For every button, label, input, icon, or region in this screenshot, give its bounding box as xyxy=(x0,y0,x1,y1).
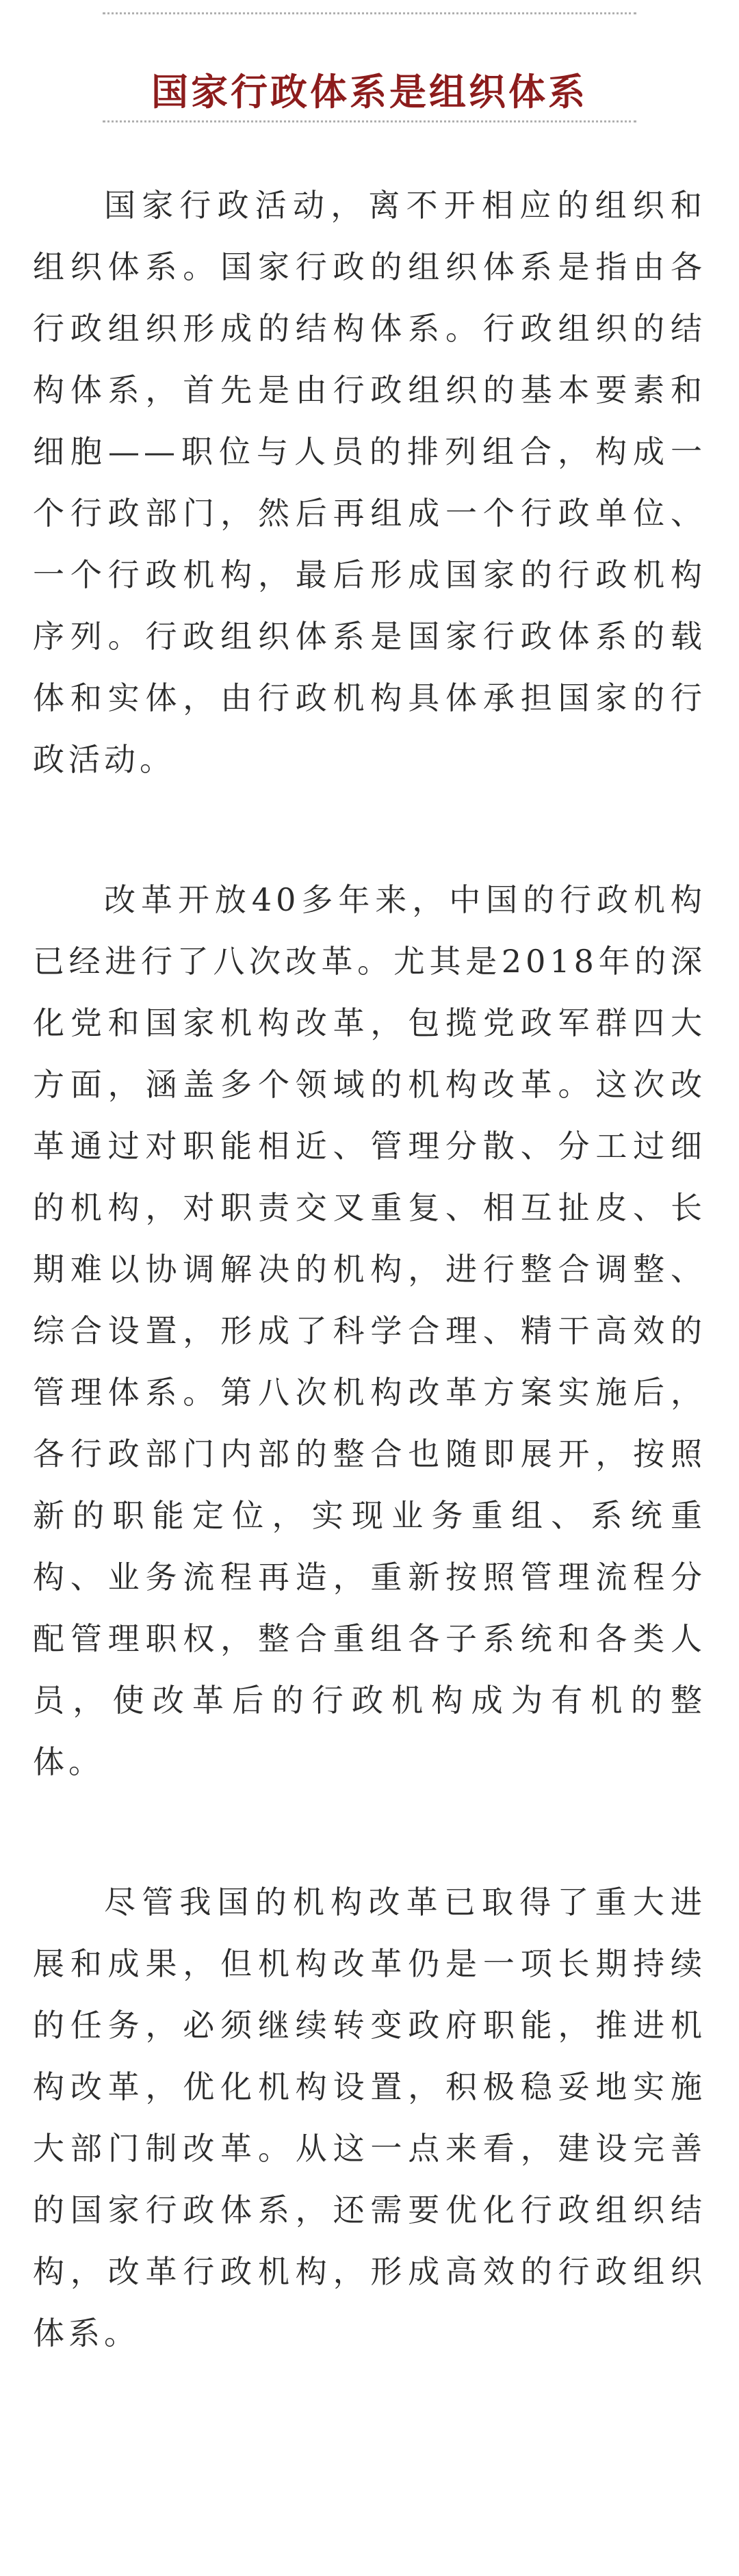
article-title: 国家行政体系是组织体系 xyxy=(151,70,588,114)
paragraph-1: 国家行政活动，离不开相应的组织和组织体系。国家行政的组织体系是指由各行政组织形成的结构体系。行政组织的结构体系，首先是由行政组织的基本要素和细胞——职位与人员的排列组合，构成一个行政部门，然后再组成一个行政单位、一个行政机构，最后形成国家的行政机构序列。行政组织体系是国家行政体系的载体和实体，由行政机构具体承担国家的行政活动。 xyxy=(33,187,706,778)
paragraph-3: 尽管我国的机构改革已取得了重大进展和成果，但机构改革仍是一项长期持续的任务，必须继续转变政府职能，推进机构改革，优化机构设置，积极稳妥地实施大部门制改革。从这一点来看，建设完善的国家行政体系，还需要优化行政组织结构，改革行政机构，形成高效的行政组织体系。 xyxy=(33,1884,706,2352)
top-dotted-divider xyxy=(103,12,636,14)
article-header xyxy=(103,12,636,129)
bottom-dotted-divider xyxy=(103,120,636,122)
article-body xyxy=(33,174,706,2443)
paragraph-2: 改革开放40多年来，中国的行政机构已经进行了八次改革。尤其是2018年的深化党和国家机构改革，包揽党政军群四大方面，涵盖多个领域的机构改革。这次改革通过对职能相近、管理分散、分工过细的机构，对职责交叉重复、相互扯皮、长期难以协调解决的机构，进行整合调整、综合设置，形成了科学合理、精干高效的管理体系。第八次机构改革方案实施后，各行政部门内部的整合也随即展开，按照新的职能定位，实现业务重组、系统重构、业务流程再造，重新按照管理流程分配管理职权，整合重组各子系统和各类人员，使改革后的行政机构成为有机的整体。 xyxy=(33,881,706,1780)
